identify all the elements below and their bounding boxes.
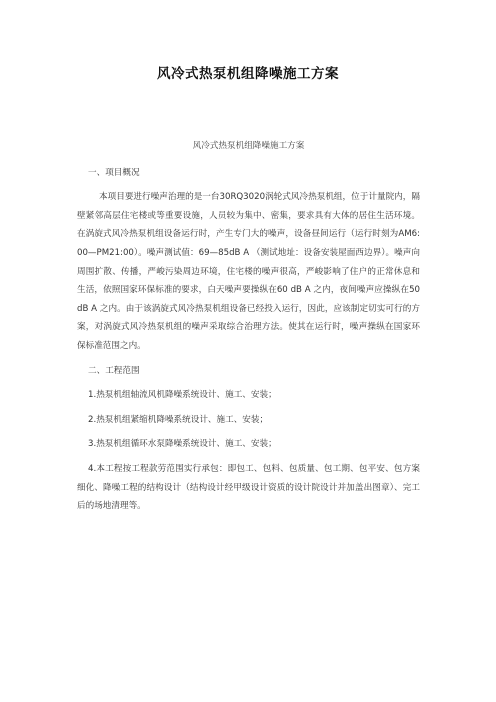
scope-item: 1.热泵机组轴流风机降噪系统设计、施工、安装； — [88, 390, 277, 401]
overview-paragraph: 本项目要进行噪声治理的是一台30RQ3020涡轮式风冷热泵机组，位于计量院内，隔壁紧邻高层住宅楼或等重要设施，人员较为集中、密集，要求具有大体的居住生活环境。在涡旋式风冷热泵机组设备运行时，产生专门大的噪声，设备昼间运行（运行时刻为AM6:00—PM21:00）。噪声测试值：69—85dB A （测试地址：设备安装屋面西边界）。噪声向周围扩散、传播，严峻污染周边环境，住宅楼的噪声很高，严峻影响了住户的正常休息和生活，依照国家环保标准的要求，白天噪声要操纵在60 dB A 之内，夜间噪声应操纵在50 dB A 之内。由于该涡旋式风冷热泵机组设备已经投入运行，因此，应该制定切实可行的方案，对涡旋式风冷热泵机组的噪声采取综合治理方法。使其在运行时，噪声操纵在国家环保标准范围之内。 — [77, 192, 420, 351]
section-heading-overview: 一、项目概况 — [88, 167, 140, 178]
document-subtitle: 风冷式热泵机组降噪施工方案 — [192, 141, 305, 151]
scope-item: 2.热泵机组紧缩机降噪系统设计、施工、安装； — [88, 414, 269, 425]
scope-item: 4.本工程按工程款劳范围实行承包：即包工、包料、包质量、包工期、包平安、包方案细化、降噪工程的结构设计（结构设计经甲级设计资质的设计院设计并加盖出图章）、完工后的场地清理等。 — [77, 463, 420, 512]
document-title: 风冷式热泵机组降噪施工方案 — [157, 66, 339, 82]
section-heading-scope: 二、工程范围 — [88, 365, 140, 376]
scope-item: 3.热泵机组循环水泵降噪系统设计、施工、安装； — [88, 439, 277, 450]
document-body — [77, 137, 420, 522]
